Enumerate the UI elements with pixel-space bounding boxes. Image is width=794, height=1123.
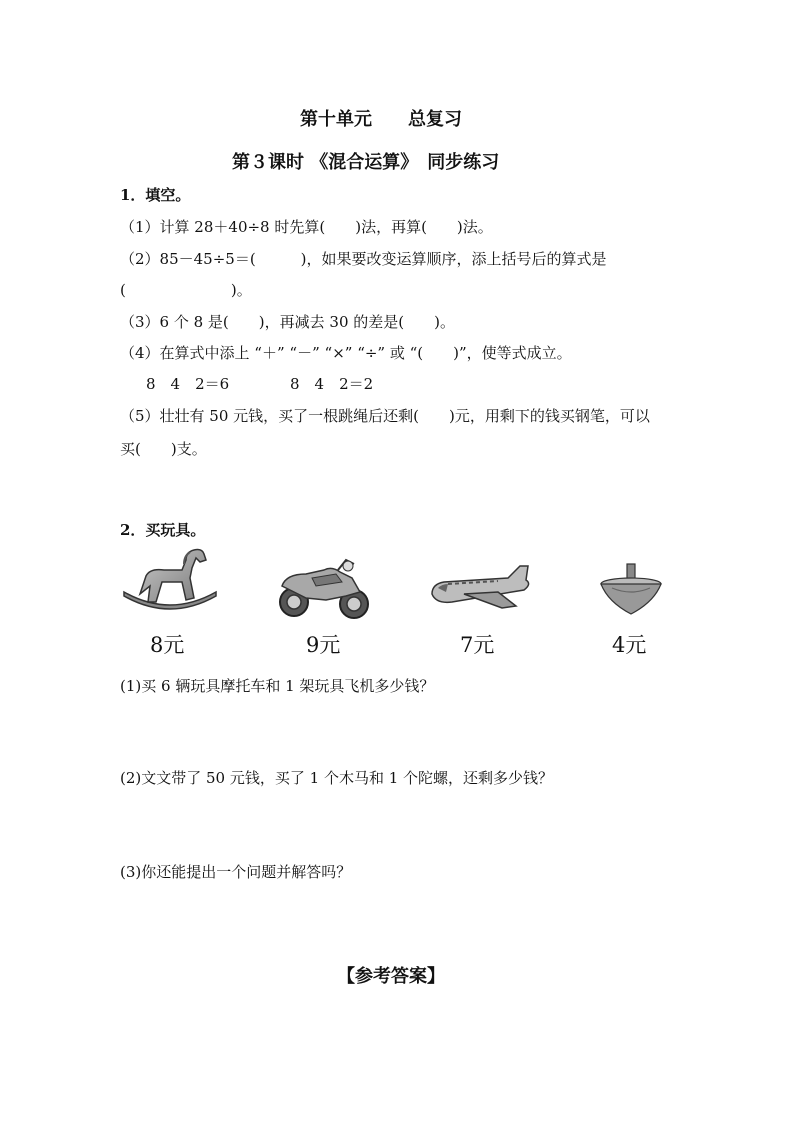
question-1-5-line1: （5）壮壮有 50 元钱，买了一根跳绳后还剩( )元，用剩下的钱买钢笔，可以 xyxy=(120,407,650,425)
unit-title: 第十单元 总复习 xyxy=(300,109,462,130)
question-1-3: （3）6 个 8 是( )，再减去 30 的差是( )。 xyxy=(120,313,455,331)
question-1-1: （1）计算 28＋40÷8 时先算( )法，再算( )法。 xyxy=(120,218,493,236)
question-1-5-line2: 买( )支。 xyxy=(120,440,207,458)
rocking-horse-icon xyxy=(120,546,220,620)
price-motorcycle: 9元 xyxy=(306,633,341,657)
equation-2: 8 4 2＝2 xyxy=(290,375,374,393)
motorcycle-icon xyxy=(276,556,370,624)
question-1-2-line2: ( )。 xyxy=(120,281,252,299)
airplane-icon xyxy=(428,562,534,618)
section2-heading: 2．买玩具。 xyxy=(120,521,206,539)
price-spinning-top: 4元 xyxy=(612,633,647,657)
answer-heading: 【参考答案】 xyxy=(337,966,445,987)
spinning-top-icon xyxy=(598,562,664,622)
problem-2-2: (2)文文带了 50 元钱，买了 1 个木马和 1 个陀螺，还剩多少钱？ xyxy=(120,769,554,787)
price-airplane: 7元 xyxy=(460,633,495,657)
question-1-2-line1: （2）85－45÷5＝( )，如果要改变运算顺序，添上括号后的算式是 xyxy=(120,250,607,268)
question-1-4: （4）在算式中添上 “＋” “－” “×” “÷” 或 “( )”，使等式成立。 xyxy=(120,344,572,362)
equation-1: 8 4 2＝6 xyxy=(146,375,230,393)
problem-2-3: (3)你还能提出一个问题并解答吗？ xyxy=(120,863,352,881)
problem-2-1: (1)买 6 辆玩具摩托车和 1 架玩具飞机多少钱？ xyxy=(120,677,435,695)
price-rocking-horse: 8元 xyxy=(150,633,185,657)
lesson-title: 第３课时 《混合运算》 同步练习 xyxy=(232,152,500,173)
section1-heading: 1．填空。 xyxy=(120,186,191,204)
